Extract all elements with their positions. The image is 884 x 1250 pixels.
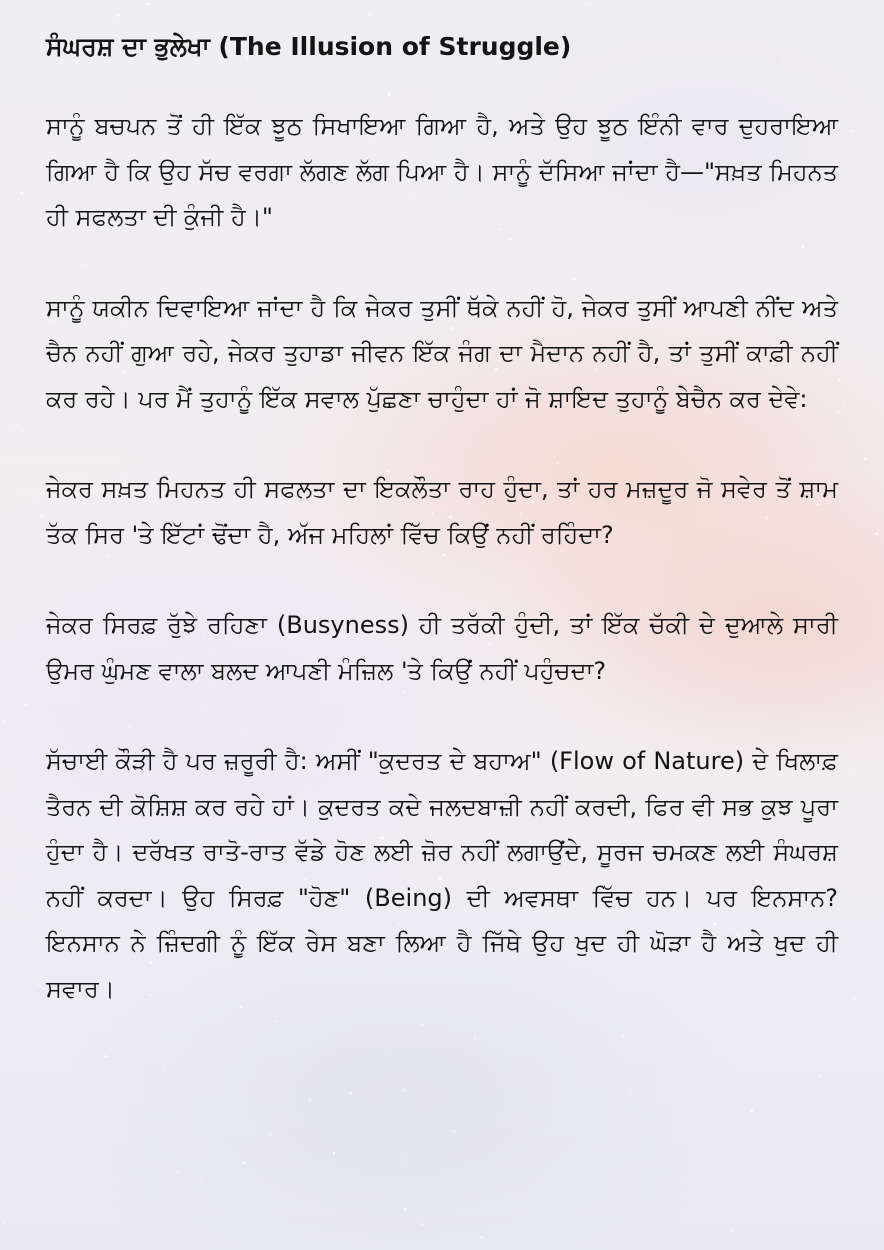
star-dot [25,704,27,706]
star-dot [622,1035,625,1038]
star-dot [838,378,841,381]
star-dot [308,1099,310,1101]
star-dot [855,771,857,773]
star-dot [481,1236,483,1238]
star-dot [770,1028,772,1030]
star-dot [421,1024,423,1026]
star-dot [41,514,43,516]
star-dot [275,1020,277,1022]
star-dot [578,9,579,10]
star-dot [397,1079,399,1081]
star-dot [861,222,862,223]
paragraph-4: ਜੇਕਰ ਸਿਰਫ਼ ਰੁੱਝੇ ਰਹਿਣਾ (Busyness) ਹੀ ਤਰੱਕੀ ਹੁੰਦੀ, ਤਾਂ ਇੱਕ ਚੱਕੀ ਦੇ ਦੁਆਲੇ ਸਾਰੀ ਉਮਰ ਘੁੰਮਣ ਵਾਲਾ ਬਲਦ ਆਪਣੀ ਮੰਜ਼ਿਲ 'ਤੇ ਕਿਉਂ ਨਹੀਂ ਪਹੁੰਚਦਾ? [46,611,838,685]
star-dot [648,1164,649,1165]
star-dot [369,13,371,15]
star-dot [452,1130,455,1133]
star-dot [269,1134,271,1136]
star-dot [307,22,308,23]
star-dot [863,1229,864,1230]
star-dot [177,1170,179,1172]
star-dot [146,2,149,5]
star-dot [210,1104,212,1106]
star-dot [404,1207,407,1210]
star-dot [587,3,589,5]
star-dot [742,1192,744,1194]
star-dot [421,1223,424,1226]
star-dot [850,130,852,132]
star-dot [848,643,849,644]
star-dot [3,721,6,724]
star-dot [855,1116,856,1117]
star-dot [239,1200,241,1202]
star-dot [349,1092,351,1094]
paragraph-5: ਸੱਚਾਈ ਕੌੜੀ ਹੈ ਪਰ ਜ਼ਰੂਰੀ ਹੈ: ਅਸੀਂ "ਕੁਦਰਤ ਦੇ ਬਹਾਅ" (Flow of Nature) ਦੇ ਖਿਲਾਫ਼ ਤੈਰਨ ਦੀ ਕੋਸ਼ਿਸ਼ ਕਰ ਰਹੇ ਹਾਂ। ਕੁਦਰਤ ਕਦੇ ਜਲਦਬਾਜ਼ੀ ਨਹੀਂ ਕਰਦੀ, ਫਿਰ ਵੀ ਸਭ ਕੁਝ ਪੂਰਾ ਹੁੰਦਾ ਹੈ। ਦਰੱਖਤ ਰਾਤੋ-ਰਾਤ ਵੱਡੇ ਹੋਣ ਲਈ ਜ਼ੋਰ ਨਹੀਂ ਲਗਾਉਂਦੇ, ਸੂਰਜ ਚਮਕਣ ਲਈ ਸੰਘਰਸ਼ ਨਹੀਂ ਕਰਦਾ। ਉਹ ਸਿਰਫ਼ "ਹੋਣ" (Being) ਦੀ ਅਵਸਥਾ ਵਿੱਚ ਹਨ। ਪਰ ਇਨਸਾਨ? ਇਨਸਾਨ ਨੇ ਜ਼ਿੰਦਗੀ ਨੂੰ ਇੱਕ ਰੇਸ ਬਣਾ ਲਿਆ ਹੈ ਜਿੱਥੇ ਉਹ ਖੁਦ ਹੀ ਘੋੜਾ ਹੈ ਅਤੇ ਖੁਦ ਹੀ ਸਵਾਰ। [46,747,838,1003]
star-dot [473,1037,476,1040]
star-dot [212,1185,213,1186]
star-dot [598,1161,599,1162]
star-dot [387,1047,389,1049]
star-dot [783,1184,785,1186]
star-dot [867,577,868,578]
paragraph-3: ਜੇਕਰ ਸਖ਼ਤ ਮਿਹਨਤ ਹੀ ਸਫਲਤਾ ਦਾ ਇਕਲੌਤਾ ਰਾਹ ਹੁੰਦਾ, ਤਾਂ ਹਰ ਮਜ਼ਦੂਰ ਜੋ ਸਵੇਰ ਤੋਂ ਸ਼ਾਮ ਤੱਕ ਸਿਰ 'ਤੇ ਇੱਟਾਂ ਢੋਂਦਾ ਹੈ, ਅੱਜ ਮਹਿਲਾਂ ਵਿੱਚ ਕਿਉਂ ਨਹੀਂ ਰਹਿੰਦਾ? [46,475,838,549]
star-dot [581,1092,582,1093]
star-dot [731,1229,733,1231]
star-dot [865,6,866,7]
star-dot [426,11,427,12]
star-dot [818,1074,820,1076]
star-dot [37,983,40,986]
star-dot [333,1152,335,1154]
star-dot [68,1101,69,1102]
star-dot [474,1054,475,1055]
star-dot [21,429,23,431]
star-dot [16,386,18,388]
star-dot [379,1150,380,1151]
star-dot [622,18,623,19]
star-dot [568,1173,569,1174]
star-dot [166,1204,167,1205]
star-dot [11,306,12,307]
star-dot [864,458,866,460]
star-dot [839,945,840,946]
star-dot [751,1110,754,1113]
star-dot [591,3,592,4]
paragraph-1: ਸਾਨੂੰ ਬਚਪਨ ਤੋਂ ਹੀ ਇੱਕ ਝੂਠ ਸਿਖਾਇਆ ਗਿਆ ਹੈ, ਅਤੇ ਉਹ ਝੂਠ ਇੰਨੀ ਵਾਰ ਦੁਹਰਾਇਆ ਗਿਆ ਹੈ ਕਿ ਉਹ ਸੱਚ ਵਰਗਾ ਲੱਗਣ ਲੱਗ ਪਿਆ ਹੈ। ਸਾਨੂੰ ਦੱਸਿਆ ਜਾਂਦਾ ਹੈ—"ਸਖ਼ਤ ਮਿਹਨਤ ਹੀ ਸਫਲਤਾ ਦੀ ਕੁੰਜੀ ਹੈ।" [46,112,838,231]
star-dot [859,356,860,357]
star-dot [164,1069,166,1071]
star-dot [405,1159,407,1161]
paragraph-2: ਸਾਨੂੰ ਯਕੀਨ ਦਿਵਾਇਆ ਜਾਂਦਾ ਹੈ ਕਿ ਜੇਕਰ ਤੁਸੀਂ ਥੱਕੇ ਨਹੀਂ ਹੋ, ਜੇਕਰ ਤੁਸੀਂ ਆਪਣੀ ਨੀਂਦ ਅਤੇ ਚੈਨ ਨਹੀਂ ਗੁਆ ਰਹੇ, ਜੇਕਰ ਤੁਹਾਡਾ ਜੀਵਨ ਇੱਕ ਜੰਗ ਦਾ ਮੈਦਾਨ ਨਹੀਂ ਹੈ, ਤਾਂ ਤੁਸੀਂ ਕਾਫ਼ੀ ਨਹੀਂ ਕਰ ਰਹੇ। ਪਰ ਮੈਂ ਤੁਹਾਨੂੰ ਇੱਕ ਸਵਾਲ ਪੁੱਛਣਾ ਚਾਹੁੰਦਾ ਹਾਂ ਜੋ ਸ਼ਾਇਦ ਤੁਹਾਨੂੰ ਬੇਚੈਨ ਕਰ ਦੇਵੇ: [46,293,838,413]
star-dot [0,608,1,610]
star-dot [104,1055,107,1058]
star-dot [235,1195,236,1196]
star-dot [9,424,11,426]
star-dot [839,2,841,4]
star-dot [2,1222,4,1224]
star-dot [858,102,861,105]
star-dot [150,1231,152,1233]
star-dot [849,761,851,763]
star-dot [117,15,119,17]
star-dot [20,192,22,194]
star-dot [243,1162,245,1164]
star-dot [17,424,18,425]
star-dot [466,1178,467,1179]
document-title: ਸੰਘਰਸ਼ ਦਾ ਭੁਲੇਖਾ (The Illusion of Struggle) [46,32,572,61]
star-dot [875,532,878,535]
star-dot [852,997,855,1000]
star-dot [844,405,846,407]
star-dot [402,1089,404,1091]
document-body [46,26,838,1012]
star-dot [260,1248,261,1249]
star-dot [630,1089,632,1091]
star-dot [583,1086,584,1087]
star-dot [200,1180,202,1182]
